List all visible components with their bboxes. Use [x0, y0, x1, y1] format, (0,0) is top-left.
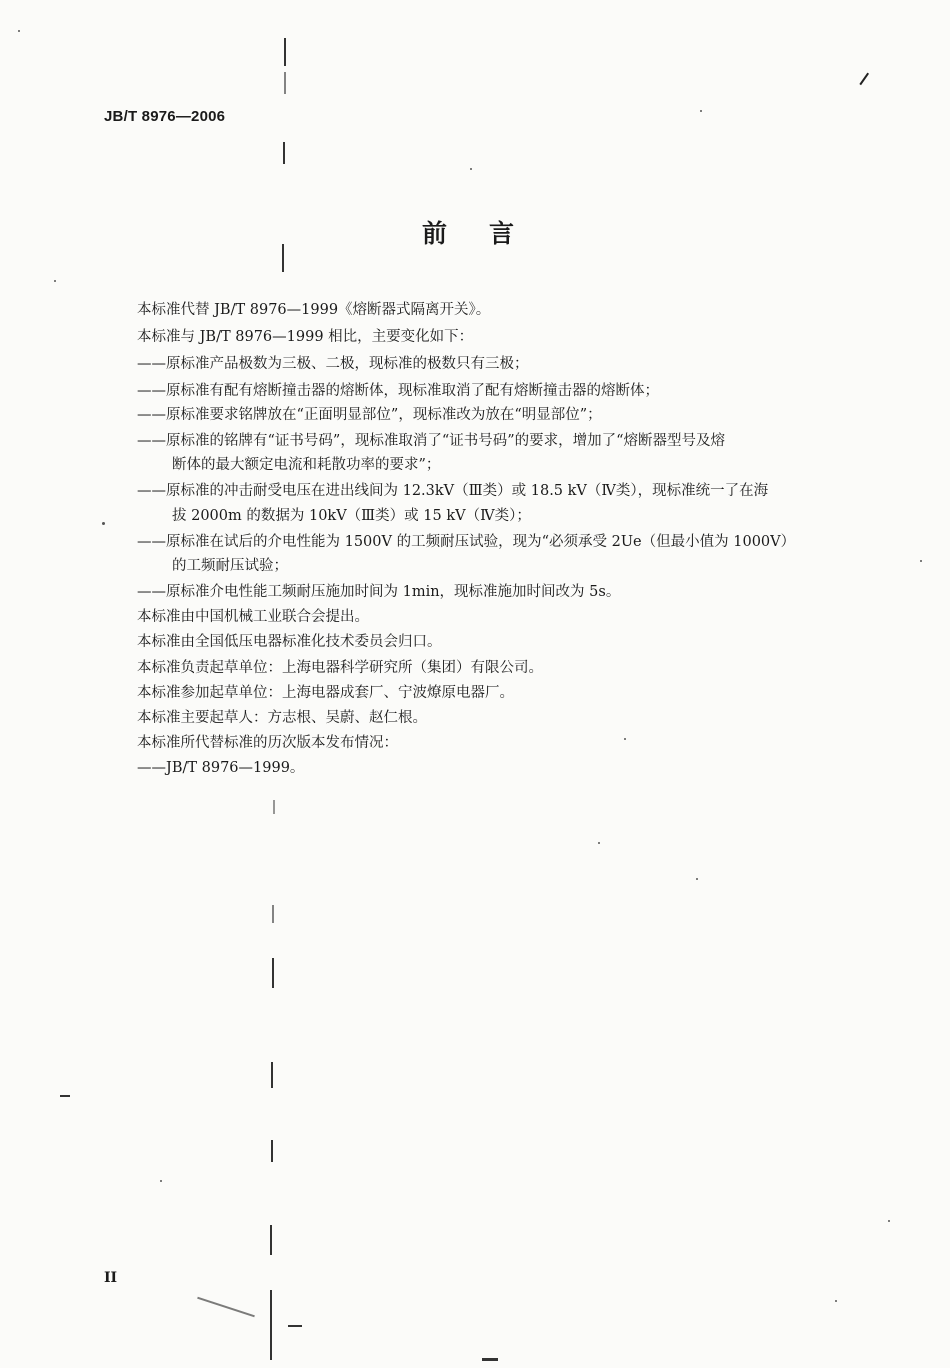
scan-speck — [700, 110, 702, 112]
scan-mark — [859, 73, 868, 85]
list-item: ——原标准介电性能工频耐压施加时间为 1min，现标准施加时间改为 5s。 — [137, 584, 621, 600]
scan-speck — [598, 842, 600, 844]
scan-fold-line — [271, 1140, 273, 1162]
list-item: ——原标准的铭牌有“证书号码”，现标准取消了“证书号码”的要求，增加了“熔断器型号及熔 — [137, 433, 726, 449]
text-line: 本标准负责起草单位：上海电器科学研究所（集团）有限公司。 — [137, 660, 543, 676]
scan-fold-line — [270, 1225, 272, 1255]
list-item: ——原标准有配有熔断撞击器的熔断体，现标准取消了配有熔断撞击器的熔断体； — [137, 383, 659, 399]
scan-fold-line — [282, 244, 284, 272]
scan-fold-line — [270, 1290, 272, 1360]
text-line: 本标准与 JB/T 8976—1999 相比，主要变化如下： — [137, 329, 474, 345]
list-item-continuation: 断体的最大额定电流和耗散功率的要求”； — [172, 457, 441, 473]
standard-code: JB/T 8976—2006 — [104, 108, 226, 125]
scan-speck — [624, 738, 626, 740]
scan-fold-line — [272, 905, 274, 923]
scan-fold-line — [272, 958, 274, 988]
text-line: 本标准参加起草单位：上海电器成套厂、宁波燎原电器厂。 — [137, 685, 514, 701]
scan-mark — [60, 1095, 70, 1097]
list-item: ——原标准要求铭牌放在“正面明显部位”，现标准改为放在“明显部位”； — [137, 407, 602, 423]
scan-speck — [696, 878, 698, 880]
scan-fold-line — [284, 38, 286, 66]
list-item: ——原标准产品极数为三极、二极，现标准的极数只有三极； — [137, 356, 529, 372]
scan-speck — [920, 560, 922, 562]
text-line: 本标准代替 JB/T 8976—1999《熔断器式隔离开关》。 — [137, 302, 491, 318]
scan-speck — [835, 1300, 837, 1302]
scan-speck — [54, 280, 56, 282]
page-title: 前言 — [421, 219, 556, 248]
list-item: ——原标准在试后的介电性能为 1500V 的工频耐压试验，现为“必须承受 2Ue（但最小值为 1000V） — [137, 534, 796, 550]
list-item-continuation: 的工频耐压试验； — [172, 558, 288, 574]
scan-mark — [482, 1358, 498, 1361]
list-item: ——原标准的冲击耐受电压在进出线间为 12.3kV（Ⅲ类）或 18.5 kV（Ⅳ类），现标准统一了在海 — [137, 483, 769, 499]
page-number: II — [104, 1270, 118, 1286]
text-line: 本标准所代替标准的历次版本发布情况： — [137, 735, 398, 751]
scan-speck — [888, 1220, 890, 1222]
scan-fold-line — [271, 1062, 273, 1088]
scan-mark — [288, 1325, 302, 1327]
scan-speck — [102, 522, 105, 525]
text-line: 本标准由全国低压电器标准化技术委员会归口。 — [137, 634, 442, 650]
scan-fold-line — [273, 800, 275, 814]
scan-fold-line — [284, 72, 286, 94]
scan-mark — [197, 1297, 255, 1317]
text-line: 本标准主要起草人：方志根、吴蔚、赵仁根。 — [137, 710, 427, 726]
scan-speck — [18, 30, 20, 32]
list-item: ——JB/T 8976—1999。 — [137, 760, 305, 776]
list-item-continuation: 拔 2000m 的数据为 10kV（Ⅲ类）或 15 kV（Ⅳ类）； — [172, 508, 531, 524]
scan-speck — [160, 1180, 162, 1182]
scan-speck — [470, 168, 472, 170]
scan-fold-line — [283, 142, 285, 164]
text-line: 本标准由中国机械工业联合会提出。 — [137, 609, 369, 625]
